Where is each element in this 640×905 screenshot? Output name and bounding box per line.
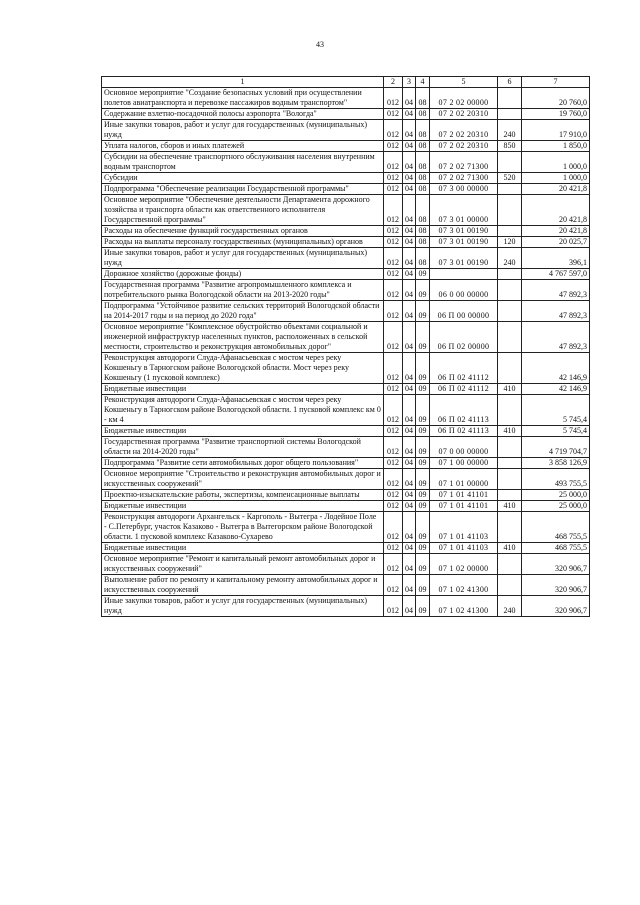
- row-target-article-cell: 07 1 01 41103: [430, 512, 498, 543]
- row-subsection-cell: 08: [416, 141, 430, 152]
- row-amount-cell: 47 892,3: [522, 322, 590, 353]
- row-expense-type-cell: [498, 184, 522, 195]
- table-row: [102, 248, 590, 269]
- row-target-article-cell: 06 П 02 41112: [430, 384, 498, 395]
- row-section-cell: 04: [403, 237, 416, 248]
- row-expense-type-cell: [498, 322, 522, 353]
- row-section-cell: 04: [403, 575, 416, 596]
- row-name-cell: Реконструкция автодороги Слуда-Афанасьевская с мостом через реку Кокшеньгу в Тарногском районе Вологодской области. 1 пусковой комплекс км 0 - км 4: [102, 395, 384, 426]
- row-subsection-cell: 09: [416, 301, 430, 322]
- row-amount-cell: 20 421,8: [522, 184, 590, 195]
- row-subsection-cell: 09: [416, 280, 430, 301]
- row-target-article-cell: 07 1 02 41300: [430, 575, 498, 596]
- row-expense-type-cell: [498, 490, 522, 501]
- row-subsection-cell: 09: [416, 395, 430, 426]
- row-amount-cell: 20 025,7: [522, 237, 590, 248]
- table-row: [102, 109, 590, 120]
- row-grbs-cell: 012: [384, 437, 403, 458]
- row-name-cell: Государственная программа "Развитие транспортной системы Вологодской области на 2014-2020 годы": [102, 437, 384, 458]
- row-expense-type-cell: [498, 109, 522, 120]
- row-expense-type-cell: 240: [498, 596, 522, 617]
- row-grbs-cell: 012: [384, 426, 403, 437]
- row-amount-cell: 396,1: [522, 248, 590, 269]
- row-section-cell: 04: [403, 280, 416, 301]
- row-subsection-cell: 09: [416, 469, 430, 490]
- row-subsection-cell: 09: [416, 490, 430, 501]
- row-grbs-cell: 012: [384, 501, 403, 512]
- row-name-cell: Иные закупки товаров, работ и услуг для государственных (муниципальных) нужд: [102, 120, 384, 141]
- header-cell: 5: [430, 77, 498, 88]
- row-expense-type-cell: 850: [498, 141, 522, 152]
- row-name-cell: Расходы на обеспечение функций государственных органов: [102, 226, 384, 237]
- table-row: [102, 301, 590, 322]
- table-row: [102, 195, 590, 226]
- row-expense-type-cell: [498, 301, 522, 322]
- row-amount-cell: 320 906,7: [522, 575, 590, 596]
- row-grbs-cell: 012: [384, 543, 403, 554]
- row-amount-cell: 19 760,0: [522, 109, 590, 120]
- row-target-article-cell: 07 1 02 00000: [430, 554, 498, 575]
- row-grbs-cell: 012: [384, 353, 403, 384]
- table-row: [102, 226, 590, 237]
- row-name-cell: Субсидии на обеспечение транспортного обслуживания населения внутренним водным транспортом: [102, 152, 384, 173]
- row-expense-type-cell: 520: [498, 173, 522, 184]
- row-subsection-cell: 08: [416, 109, 430, 120]
- row-amount-cell: 20 421,8: [522, 226, 590, 237]
- row-expense-type-cell: [498, 353, 522, 384]
- table-row: [102, 575, 590, 596]
- row-grbs-cell: 012: [384, 384, 403, 395]
- row-section-cell: 04: [403, 543, 416, 554]
- row-target-article-cell: 06 П 02 41113: [430, 426, 498, 437]
- row-subsection-cell: 09: [416, 512, 430, 543]
- row-grbs-cell: 012: [384, 512, 403, 543]
- row-subsection-cell: 08: [416, 237, 430, 248]
- row-target-article-cell: 07 2 02 20310: [430, 109, 498, 120]
- row-expense-type-cell: 410: [498, 384, 522, 395]
- row-section-cell: 04: [403, 596, 416, 617]
- row-target-article-cell: 07 2 02 20310: [430, 141, 498, 152]
- row-target-article-cell: 07 2 02 71300: [430, 173, 498, 184]
- row-target-article-cell: 07 3 01 00190: [430, 248, 498, 269]
- row-target-article-cell: 07 1 01 00000: [430, 469, 498, 490]
- row-grbs-cell: 012: [384, 141, 403, 152]
- row-subsection-cell: 08: [416, 226, 430, 237]
- table-row: [102, 395, 590, 426]
- row-expense-type-cell: 240: [498, 248, 522, 269]
- row-subsection-cell: 08: [416, 195, 430, 226]
- row-target-article-cell: 06 0 00 00000: [430, 280, 498, 301]
- row-grbs-cell: 012: [384, 195, 403, 226]
- row-subsection-cell: 09: [416, 384, 430, 395]
- row-target-article-cell: 07 1 01 41101: [430, 490, 498, 501]
- row-name-cell: Дорожное хозяйство (дорожные фонды): [102, 269, 384, 280]
- row-name-cell: Бюджетные инвестиции: [102, 426, 384, 437]
- table-row: [102, 184, 590, 195]
- table-row: [102, 269, 590, 280]
- table-row: [102, 512, 590, 543]
- row-amount-cell: 5 745,4: [522, 426, 590, 437]
- row-expense-type-cell: 410: [498, 501, 522, 512]
- row-grbs-cell: 012: [384, 458, 403, 469]
- row-expense-type-cell: [498, 458, 522, 469]
- row-section-cell: 04: [403, 141, 416, 152]
- row-name-cell: Бюджетные инвестиции: [102, 384, 384, 395]
- row-name-cell: Субсидии: [102, 173, 384, 184]
- row-name-cell: Государственная программа "Развитие агропромышленного комплекса и потребительского рынка Вологодской области на 2013-2020 годы": [102, 280, 384, 301]
- row-name-cell: Реконструкция автодороги Архангельск - Каргополь - Вытегра - Лодейное Поле - С.Петербург, участок Казаково - Вытегра в Вытегорском районе Вологодской области. 1 пусковой комплекс Казаково-Сухарево: [102, 512, 384, 543]
- row-amount-cell: 4 719 704,7: [522, 437, 590, 458]
- row-amount-cell: 47 892,3: [522, 301, 590, 322]
- row-amount-cell: 493 755,5: [522, 469, 590, 490]
- row-grbs-cell: 012: [384, 596, 403, 617]
- row-section-cell: 04: [403, 226, 416, 237]
- table-row: [102, 384, 590, 395]
- row-target-article-cell: 06 П 02 00000: [430, 322, 498, 353]
- row-subsection-cell: 09: [416, 269, 430, 280]
- row-amount-cell: 47 892,3: [522, 280, 590, 301]
- row-target-article-cell: 07 1 01 41101: [430, 501, 498, 512]
- row-section-cell: 04: [403, 469, 416, 490]
- row-section-cell: 04: [403, 458, 416, 469]
- row-name-cell: Содержание взлетно-посадочной полосы аэропорта "Вологда": [102, 109, 384, 120]
- row-section-cell: 04: [403, 437, 416, 458]
- table-body: [102, 88, 590, 617]
- row-subsection-cell: 08: [416, 184, 430, 195]
- row-grbs-cell: 012: [384, 237, 403, 248]
- row-name-cell: Проектно-изыскательские работы, экспертизы, компенсационные выплаты: [102, 490, 384, 501]
- row-target-article-cell: 07 2 02 20310: [430, 120, 498, 141]
- row-amount-cell: 42 146,9: [522, 384, 590, 395]
- row-name-cell: Основное мероприятие "Строительство и реконструкция автомобильных дорог и искусственных сооружений": [102, 469, 384, 490]
- header-cell: 2: [384, 77, 403, 88]
- row-expense-type-cell: [498, 554, 522, 575]
- row-expense-type-cell: [498, 395, 522, 426]
- row-amount-cell: 1 850,0: [522, 141, 590, 152]
- row-name-cell: Основное мероприятие "Ремонт и капитальный ремонт автомобильных дорог и искусственных сооружений": [102, 554, 384, 575]
- row-target-article-cell: 07 0 00 00000: [430, 437, 498, 458]
- row-subsection-cell: 09: [416, 554, 430, 575]
- table-row: [102, 322, 590, 353]
- row-grbs-cell: 012: [384, 280, 403, 301]
- row-subsection-cell: 08: [416, 120, 430, 141]
- row-subsection-cell: 09: [416, 575, 430, 596]
- row-name-cell: Реконструкция автодороги Слуда-Афанасьевская с мостом через реку Кокшеньгу в Тарногском районе Вологодской области. Мост через реку Кокшеньгу (1 пусковой комплекс): [102, 353, 384, 384]
- row-section-cell: 04: [403, 384, 416, 395]
- row-expense-type-cell: 240: [498, 120, 522, 141]
- row-name-cell: Основное мероприятие "Комплексное обустройство объектами социальной и инженерной инфраструктур населенных пунктов, расположенных в сельской местности, строительство и реконструкция автомобильных дорог": [102, 322, 384, 353]
- row-expense-type-cell: [498, 512, 522, 543]
- row-amount-cell: 17 910,0: [522, 120, 590, 141]
- table-row: [102, 437, 590, 458]
- row-amount-cell: 20 421,8: [522, 195, 590, 226]
- row-expense-type-cell: [498, 469, 522, 490]
- row-section-cell: 04: [403, 501, 416, 512]
- row-expense-type-cell: [498, 195, 522, 226]
- row-name-cell: Подпрограмма "Развитие сети автомобильных дорог общего пользования": [102, 458, 384, 469]
- header-cell: 4: [416, 77, 430, 88]
- row-subsection-cell: 09: [416, 596, 430, 617]
- row-grbs-cell: 012: [384, 173, 403, 184]
- row-subsection-cell: 09: [416, 426, 430, 437]
- row-grbs-cell: 012: [384, 226, 403, 237]
- row-amount-cell: 320 906,7: [522, 596, 590, 617]
- row-name-cell: Подпрограмма "Устойчивое развитие сельских территорий Вологодской области на 2014-2017 годы и на период до 2020 года": [102, 301, 384, 322]
- row-section-cell: 04: [403, 152, 416, 173]
- row-expense-type-cell: 410: [498, 426, 522, 437]
- table-row: [102, 501, 590, 512]
- row-grbs-cell: 012: [384, 301, 403, 322]
- row-grbs-cell: 012: [384, 395, 403, 426]
- row-grbs-cell: 012: [384, 88, 403, 109]
- row-expense-type-cell: 410: [498, 543, 522, 554]
- row-amount-cell: 42 146,9: [522, 353, 590, 384]
- row-section-cell: 04: [403, 322, 416, 353]
- row-target-article-cell: 07 3 01 00190: [430, 237, 498, 248]
- table-row: [102, 426, 590, 437]
- row-target-article-cell: 07 2 02 71300: [430, 152, 498, 173]
- row-target-article-cell: 06 П 00 00000: [430, 301, 498, 322]
- row-subsection-cell: 09: [416, 322, 430, 353]
- row-amount-cell: 25 000,0: [522, 501, 590, 512]
- row-target-article-cell: 07 1 00 00000: [430, 458, 498, 469]
- page-number: 43: [316, 40, 324, 49]
- row-expense-type-cell: [498, 88, 522, 109]
- row-subsection-cell: 09: [416, 458, 430, 469]
- row-grbs-cell: 012: [384, 109, 403, 120]
- row-target-article-cell: [430, 269, 498, 280]
- row-section-cell: 04: [403, 490, 416, 501]
- row-amount-cell: 1 000,0: [522, 173, 590, 184]
- row-grbs-cell: 012: [384, 269, 403, 280]
- row-subsection-cell: 09: [416, 543, 430, 554]
- table-row: [102, 173, 590, 184]
- row-name-cell: Иные закупки товаров, работ и услуг для государственных (муниципальных) нужд: [102, 248, 384, 269]
- row-target-article-cell: 06 П 02 41112: [430, 353, 498, 384]
- row-target-article-cell: 07 1 01 41103: [430, 543, 498, 554]
- budget-table: [101, 76, 590, 617]
- row-subsection-cell: 08: [416, 173, 430, 184]
- row-grbs-cell: 012: [384, 184, 403, 195]
- table-row: [102, 237, 590, 248]
- row-grbs-cell: 012: [384, 575, 403, 596]
- row-section-cell: 04: [403, 426, 416, 437]
- row-expense-type-cell: [498, 437, 522, 458]
- row-grbs-cell: 012: [384, 554, 403, 575]
- row-target-article-cell: 07 3 01 00000: [430, 195, 498, 226]
- header-cell: 7: [522, 77, 590, 88]
- row-amount-cell: 25 000,0: [522, 490, 590, 501]
- row-target-article-cell: 07 2 02 00000: [430, 88, 498, 109]
- row-grbs-cell: 012: [384, 120, 403, 141]
- header-cell: 6: [498, 77, 522, 88]
- row-subsection-cell: 09: [416, 501, 430, 512]
- row-name-cell: Бюджетные инвестиции: [102, 501, 384, 512]
- row-grbs-cell: 012: [384, 152, 403, 173]
- row-section-cell: 04: [403, 554, 416, 575]
- row-expense-type-cell: [498, 575, 522, 596]
- row-target-article-cell: 07 1 02 41300: [430, 596, 498, 617]
- row-section-cell: 04: [403, 301, 416, 322]
- row-amount-cell: 320 906,7: [522, 554, 590, 575]
- row-section-cell: 04: [403, 184, 416, 195]
- row-subsection-cell: 08: [416, 88, 430, 109]
- row-subsection-cell: 08: [416, 248, 430, 269]
- row-expense-type-cell: [498, 152, 522, 173]
- row-name-cell: Подпрограмма "Обеспечение реализации Государственной программы": [102, 184, 384, 195]
- row-name-cell: Уплата налогов, сборов и иных платежей: [102, 141, 384, 152]
- header-cell: 1: [102, 77, 384, 88]
- row-expense-type-cell: [498, 269, 522, 280]
- table-row: [102, 490, 590, 501]
- row-grbs-cell: 012: [384, 322, 403, 353]
- row-name-cell: Основное мероприятие "Обеспечение деятельности Департамента дорожного хозяйства и транспорта области как ответственного исполнителя Государственной программы": [102, 195, 384, 226]
- row-amount-cell: 468 755,5: [522, 512, 590, 543]
- table-row: [102, 152, 590, 173]
- row-target-article-cell: 07 3 01 00190: [430, 226, 498, 237]
- row-name-cell: Расходы на выплаты персоналу государственных (муниципальных) органов: [102, 237, 384, 248]
- row-amount-cell: 1 000,0: [522, 152, 590, 173]
- table-row: [102, 469, 590, 490]
- row-target-article-cell: 07 3 00 00000: [430, 184, 498, 195]
- row-amount-cell: 20 760,0: [522, 88, 590, 109]
- row-section-cell: 04: [403, 109, 416, 120]
- row-grbs-cell: 012: [384, 490, 403, 501]
- row-target-article-cell: 06 П 02 41113: [430, 395, 498, 426]
- table-row: [102, 88, 590, 109]
- row-amount-cell: 3 858 126,9: [522, 458, 590, 469]
- row-section-cell: 04: [403, 173, 416, 184]
- row-expense-type-cell: [498, 226, 522, 237]
- row-section-cell: 04: [403, 248, 416, 269]
- row-name-cell: Бюджетные инвестиции: [102, 543, 384, 554]
- row-name-cell: Иные закупки товаров, работ и услуг для государственных (муниципальных) нужд: [102, 596, 384, 617]
- row-section-cell: 04: [403, 353, 416, 384]
- row-name-cell: Выполнение работ по ремонту и капитальному ремонту автомобильных дорог и искусственных сооружений: [102, 575, 384, 596]
- table-row: [102, 120, 590, 141]
- row-name-cell: Основное мероприятие "Создание безопасных условий при осуществлении полетов авиатранспорта и перевозке пассажиров водным транспортом": [102, 88, 384, 109]
- row-subsection-cell: 08: [416, 152, 430, 173]
- row-amount-cell: 5 745,4: [522, 395, 590, 426]
- row-section-cell: 04: [403, 512, 416, 543]
- row-amount-cell: 4 767 597,0: [522, 269, 590, 280]
- table-row: [102, 596, 590, 617]
- row-section-cell: 04: [403, 120, 416, 141]
- row-grbs-cell: 012: [384, 248, 403, 269]
- row-section-cell: 04: [403, 269, 416, 280]
- table-header-row: [102, 77, 590, 88]
- table-row: [102, 280, 590, 301]
- table-row: [102, 554, 590, 575]
- row-amount-cell: 468 755,5: [522, 543, 590, 554]
- row-section-cell: 04: [403, 88, 416, 109]
- row-section-cell: 04: [403, 195, 416, 226]
- row-expense-type-cell: 120: [498, 237, 522, 248]
- table-row: [102, 543, 590, 554]
- table-row: [102, 458, 590, 469]
- row-subsection-cell: 09: [416, 437, 430, 458]
- table-row: [102, 353, 590, 384]
- row-section-cell: 04: [403, 395, 416, 426]
- header-cell: 3: [403, 77, 416, 88]
- row-grbs-cell: 012: [384, 469, 403, 490]
- table-row: [102, 141, 590, 152]
- row-subsection-cell: 09: [416, 353, 430, 384]
- row-expense-type-cell: [498, 280, 522, 301]
